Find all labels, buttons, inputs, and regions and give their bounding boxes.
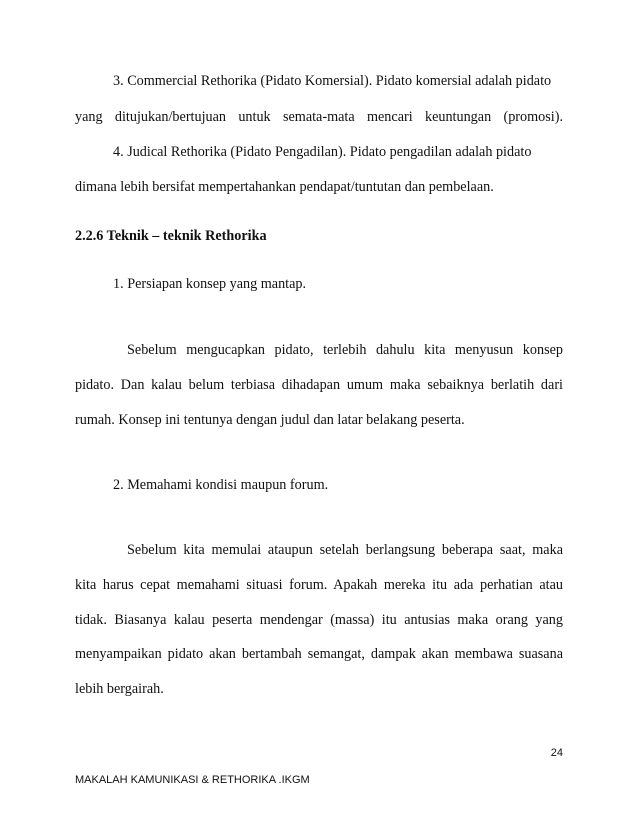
- paragraph-line: lebih bergairah.: [75, 681, 164, 697]
- paragraph-line: tidak. Biasanya kalau peserta mendengar (massa) itu antusias maka orang yang: [75, 612, 563, 628]
- list-item-title: 2. Memahami kondisi maupun forum.: [113, 477, 329, 493]
- paragraph-line: rumah. Konsep ini tentunya dengan judul dan latar belakang peserta.: [75, 412, 465, 428]
- page-footer: MAKALAH KAMUNIKASI & RETHORIKA .IKGM: [75, 774, 310, 786]
- paragraph-line: yang ditujukan/bertujuan untuk semata-mata mencari keuntungan (promosi).: [75, 109, 563, 125]
- paragraph-line: 3. Commercial Rethorika (Pidato Komersial). Pidato komersial adalah pidato: [113, 73, 552, 89]
- paragraph-line: kita harus cepat memahami situasi forum. Apakah mereka itu ada perhatian atau: [75, 577, 563, 593]
- paragraph-line: dimana lebih bersifat mempertahankan pendapat/tuntutan dan pembelaan.: [75, 179, 494, 195]
- paragraph-line: Sebelum mengucapkan pidato, terlebih dahulu kita menyusun konsep: [127, 342, 563, 358]
- page-number: 24: [550, 747, 563, 759]
- paragraph-line: pidato. Dan kalau belum terbiasa dihadapan umum maka sebaiknya berlatih dari: [75, 377, 563, 393]
- paragraph-line: Sebelum kita memulai ataupun setelah berlangsung beberapa saat, maka: [127, 542, 563, 558]
- list-item-title: 1. Persiapan konsep yang mantap.: [113, 276, 307, 292]
- paragraph-line: menyampaikan pidato akan bertambah semangat, dampak akan membawa suasana: [75, 646, 563, 662]
- paragraph-line: 4. Judical Rethorika (Pidato Pengadilan). Pidato pengadilan adalah pidato: [113, 144, 532, 160]
- section-heading: 2.2.6 Teknik – teknik Rethorika: [75, 228, 267, 244]
